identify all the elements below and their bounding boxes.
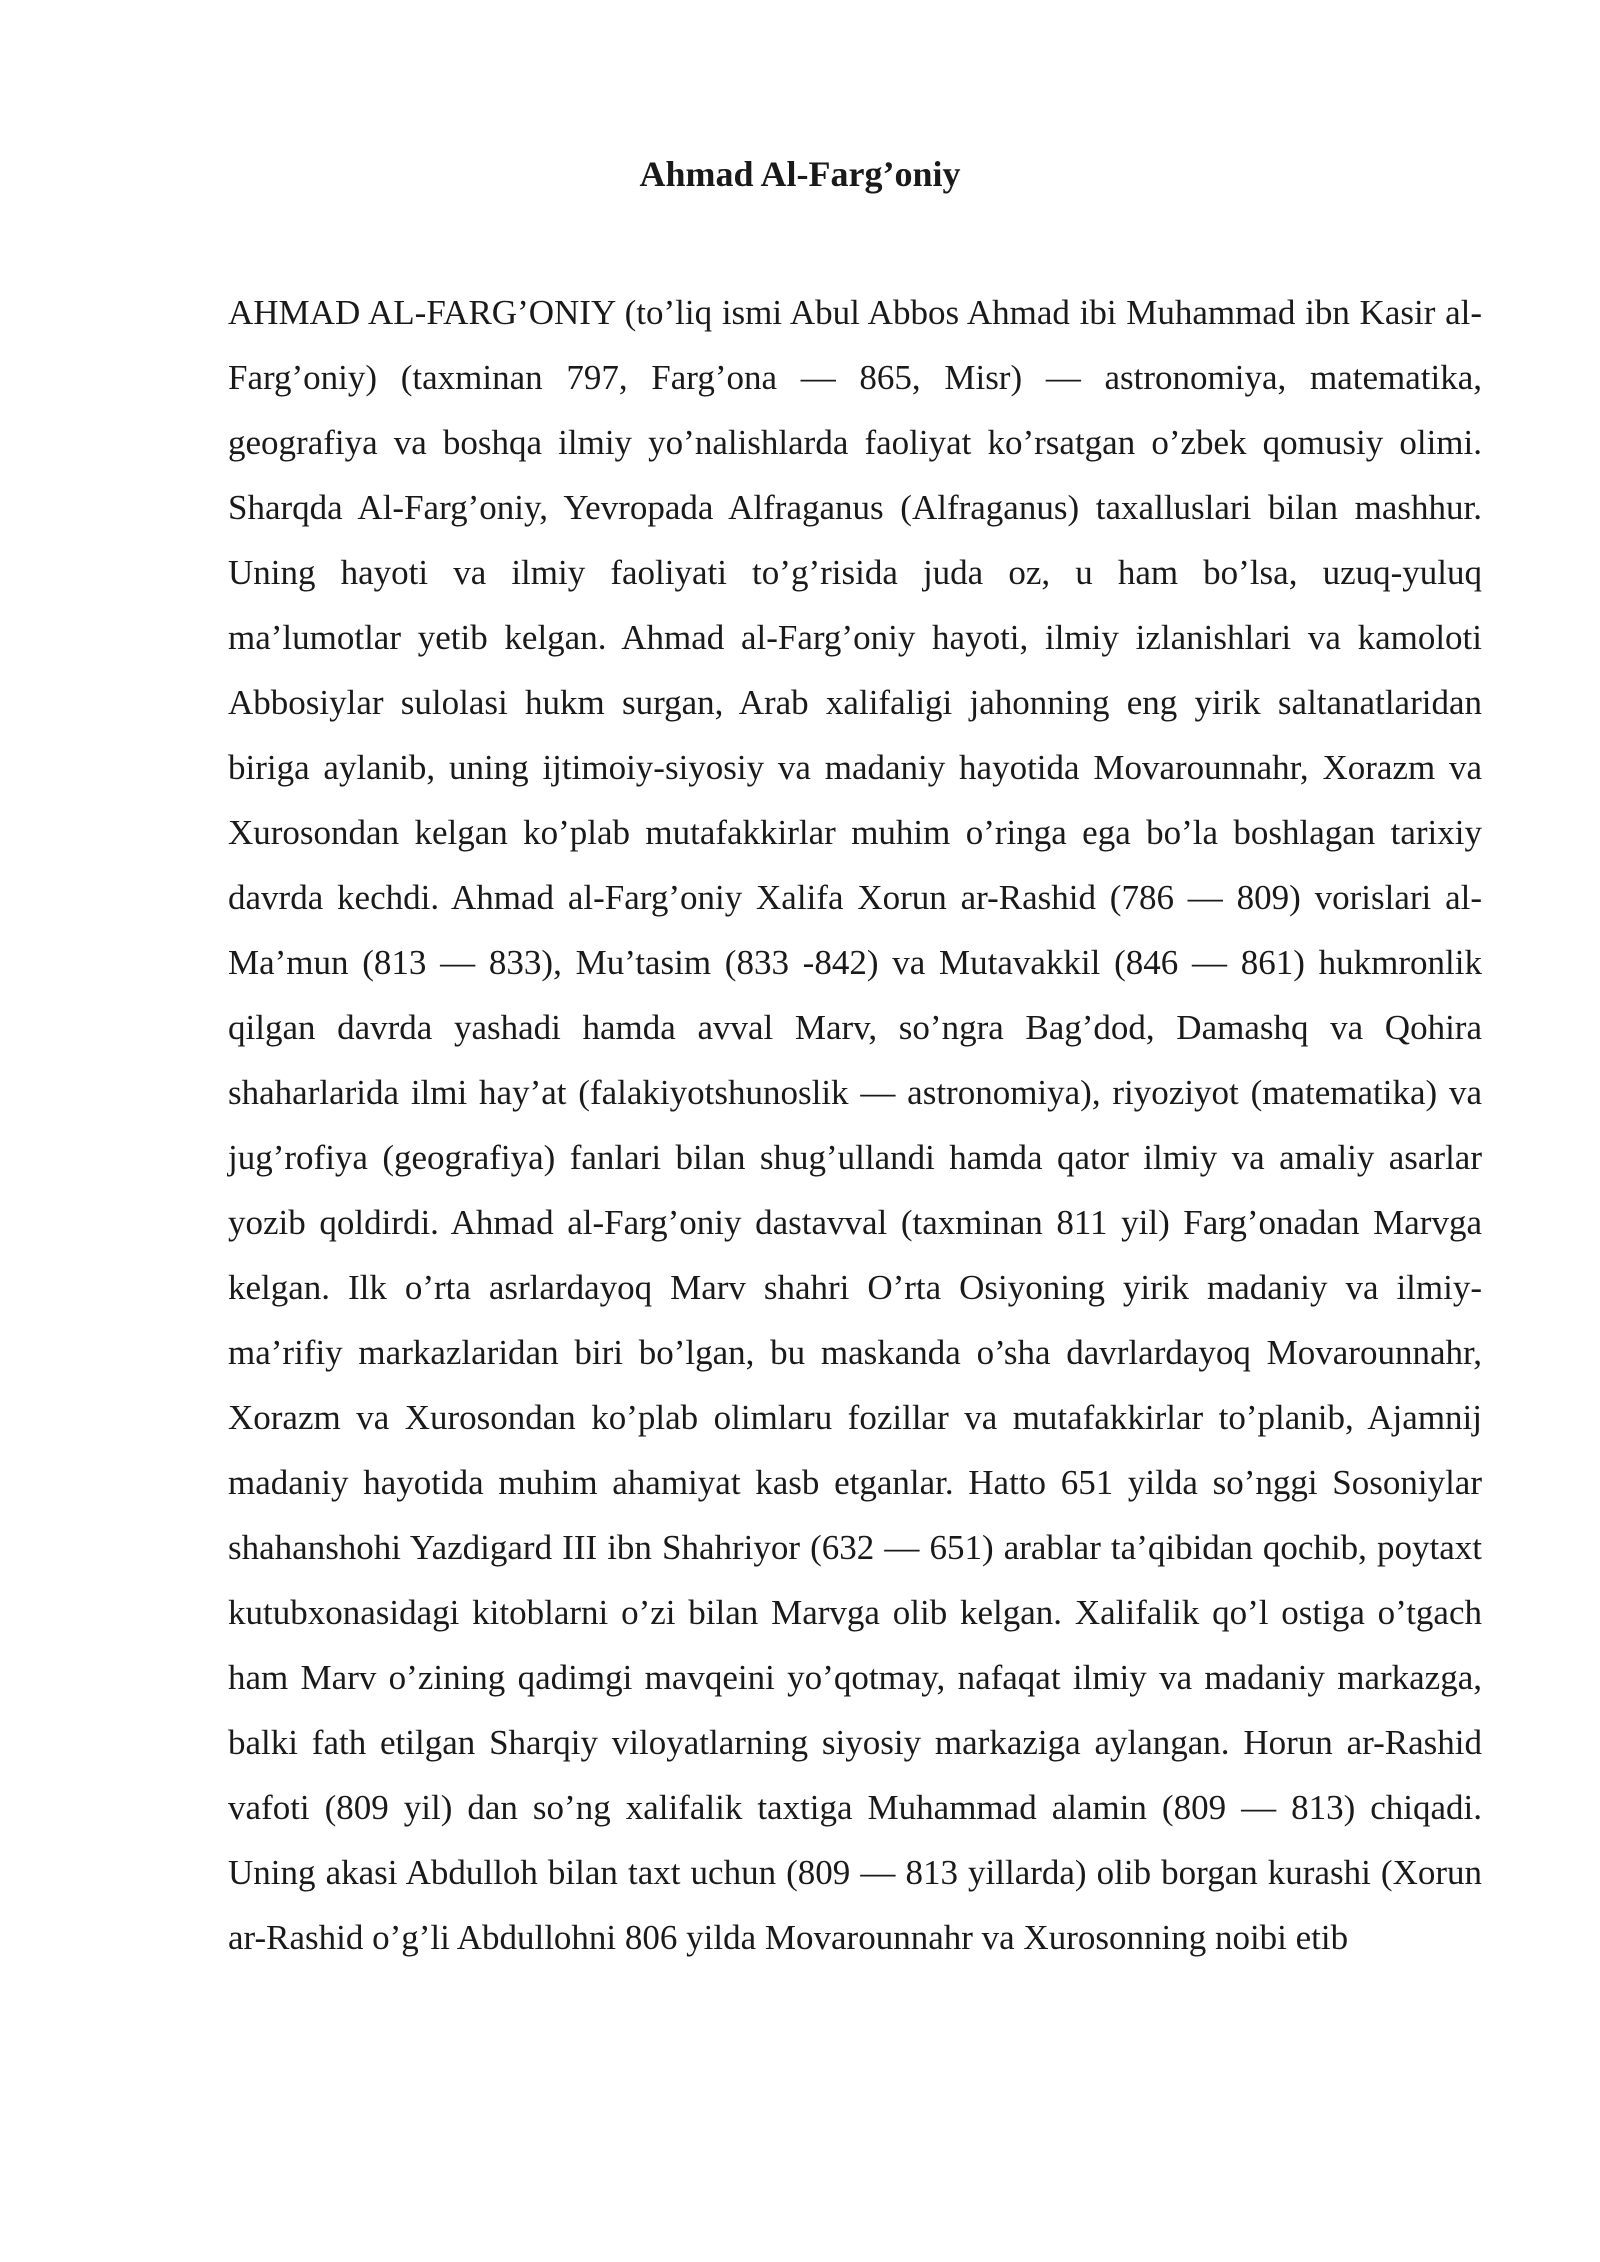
body-paragraph: AHMAD AL-FARG’ONIY (to’liq ismi Abul Abbos Ahmad ibi Muhammad ibn Kasir al-Farg’oniy) (taxminan 797, Farg’ona — 865, Misr) — astronomiya, matematika, geografiya va boshqa ilmiy yo’nalishlarda faoliyat ko’rsatgan o’zbek qomusiy olimi. Sharqda Al-Farg’oniy, Yevropada Alfraganus (Alfraganus) taxalluslari bilan mashhur. Uning hayoti va ilmiy faoliyati to’g’risida juda oz, u ham bo’lsa, uzuq-yuluq ma’lumotlar yetib kelgan. Ahmad al-Farg’oniy hayoti, ilmiy izlanishlari va kamoloti Abbosiylar sulolasi hukm surgan, Arab xalifaligi jahonning eng yirik saltanatlaridan biriga aylanib, uning ijtimoiy-siyosiy va madaniy hayotida Movarounnahr, Xorazm va Xurosondan kelgan ko’plab mutafakkirlar muhim o’ringa ega bo’la boshlagan tarixiy davrda kechdi. Ahmad al-Farg’oniy Xalifa Xorun ar-Rashid (786 — 809) vorislari al-Ma’mun (813 — 833), Mu’tasim (833 -842) va Mutavakkil (846 — 861) hukmronlik qilgan davrda yashadi hamda avval Marv, so’ngra Bag’dod, Damashq va Qohira shaharlarida ilmi hay’at (falakiyotshunoslik — astronomiya), riyoziyot (matematika) va jug’rofiya (geografiya) fanlari bilan shug’ullandi hamda qator ilmiy va amaliy asarlar yozib qoldirdi. Ahmad al-Farg’oniy dastavval (taxminan 811 yil) Farg’onadan Marvga kelgan. Ilk o’rta asrlardayoq Marv shahri O’rta Osiyoning yirik madaniy va ilmiy-ma’rifiy markazlaridan biri bo’lgan, bu maskanda o’sha davrlardayoq Movarounnahr, Xorazm va Xurosondan ko’plab olimlaru fozillar va mutafakkirlar to’planib, Ajamnij madaniy hayotida muhim ahamiyat kasb etganlar. Hatto 651 yilda so’nggi Sosoniylar shahanshohi Yazdigard III ibn Shahriyor (632 — 651) arablar ta’qibidan qochib, poytaxt kutubxonasidagi kitoblarni o’zi bilan Marvga olib kelgan. Xalifalik qo’l ostiga o’tgach ham Marv o’zining qadimgi mavqeini yo’qotmay, nafaqat ilmiy va madaniy markazga, balki fath etilgan Sharqiy viloyatlarning siyosiy markaziga aylangan. Horun ar-Rashid vafoti (809 yil) dan so’ng xalifalik taxtiga Muhammad alamin (809 — 813) chiqadi. Uning akasi Abdulloh bilan taxt uchun (809 — 813 yillarda) olib borgan kurashi (Xorun ar-Rashid o’g’li Abdullohni 806 yilda Movarounnahr va Xurosonning noibi etib (228, 293, 1482, 1957)
document-title: Ahmad Al-Farg’oniy (639, 154, 961, 194)
